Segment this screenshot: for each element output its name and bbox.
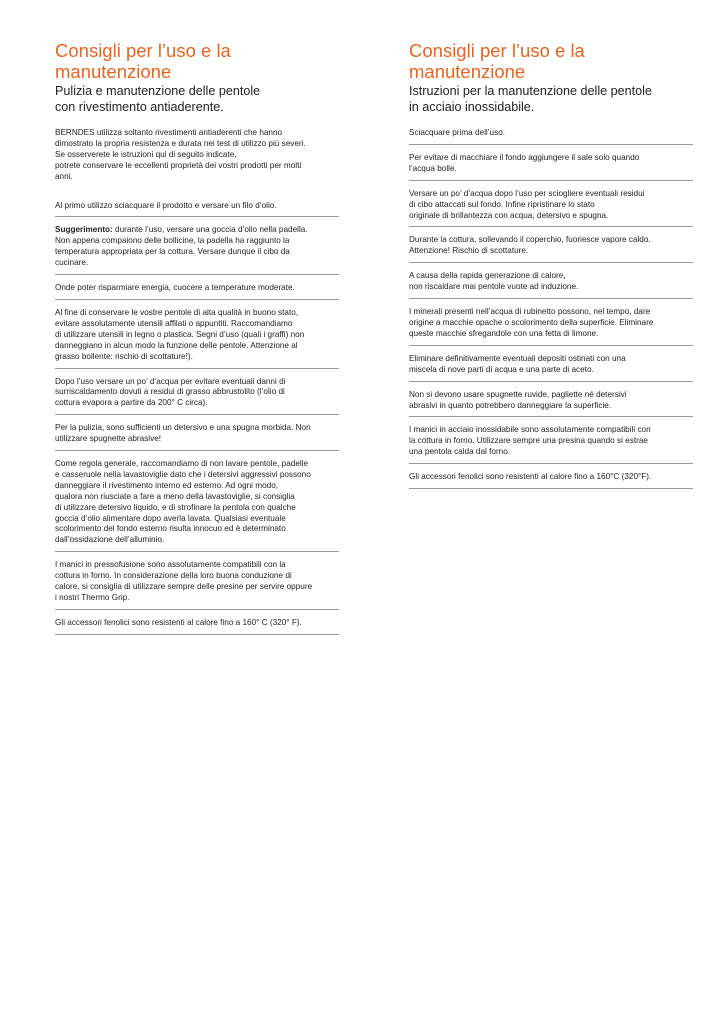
text-line: Eliminare definitivamente eventuali depositi ostinati con una [409, 353, 626, 363]
text-line: danneggiare il rivestimento interno ed esterno. Ad ogni modo, [55, 480, 279, 490]
text-line: di utilizzare detersivo liquido, e di strofinare la pentola con qualche [55, 502, 296, 512]
text-line: l’acqua bolle. [409, 163, 457, 173]
right-column [409, 40, 693, 494]
text-line: Sciacquare prima dell’uso. [409, 128, 506, 137]
tip-paragraph: Suggerimento: durante l’uso, versare una goccia d’olio nella padella. Non appena compaiono delle bollicine, la padella ha raggiunto la temperatura appropriata per la cottura. Versare dunque il cibo da cucinare. [55, 222, 339, 275]
text-line: Gli accessori fenolici sono resistenti al calore fino a 160° C (320° F). [55, 617, 302, 627]
left-subtitle: Pulizia e manutenzione delle pentole con rivestimento antiaderente. [55, 84, 261, 114]
right-title: Consigli per l’uso e la manutenzione [409, 40, 585, 82]
text-block [409, 304, 693, 346]
text-line: utilizzare spugnette abrasive! [55, 434, 162, 444]
text-line: calore, si consiglia di utilizzare sempre delle presine per servire oppure [55, 582, 313, 592]
first-use-paragraph: Al primo utilizzo sciacquare il prodotto e versare un filo d’olio. [55, 198, 339, 218]
text-line: una pentola calda dal forno. [409, 447, 511, 457]
text-block [409, 186, 693, 228]
text-line: e casseruole nella lavastoviglie dato che i detersivi aggressivi possono [55, 469, 311, 479]
text-block [55, 305, 339, 369]
text-line: I minerali presenti nell’acqua di rubinetto possono, nel tempo, dare [409, 307, 651, 317]
text-line: di utilizzare utensili in legno o plastica. Segni d’uso (quali i graffi) non [55, 329, 305, 339]
text-line: non riscaldare mai pentole vuote ad induzione. [409, 282, 579, 292]
text-block [409, 232, 693, 263]
text-block [409, 351, 693, 382]
text-line: Versare un po’ d’acqua dopo l’uso per sciogliere eventuali residui [409, 188, 645, 198]
text-line: Attenzione! Rischio di scottature. [409, 246, 529, 256]
text-line: queste macchie sfregandole con una fetta di limone. [409, 328, 599, 338]
text-line: I manici in pressofusione sono assolutamente compatibili con la [55, 560, 286, 570]
text-line: evitare assolutamente utensili affilati o appuntiti. Raccomandiamo [55, 318, 293, 328]
text-line: origine a macchie opache o scolorimento della superficie. Eliminare [409, 317, 654, 327]
left-column [55, 40, 339, 640]
text-line: la cottura in forno. Utilizzare sempre una presina quando si estrae [409, 436, 648, 446]
left-title: Consigli per l’uso e la manutenzione [55, 40, 231, 82]
text-line: Gli accessori fenolici sono resistenti al calore fino a 160°C (320°F). [409, 472, 652, 482]
text-block [55, 420, 339, 451]
text-line: goccia d’olio alimentare dopo averla lavata. Qualsiasi eventuale [55, 513, 286, 523]
text-block [55, 280, 339, 300]
right-blocks-list [409, 125, 693, 489]
text-line: Dopo l’uso versare un po’ d’acqua per evitare eventuali danni di [55, 376, 286, 386]
text-block [409, 387, 693, 418]
text-line: Al fine di conservare le vostre pentole di alta qualità in buono stato, [55, 307, 299, 317]
text-block [55, 456, 339, 552]
text-line: Durante la cottura, sollevando il coperchio, fuoriesce vapore caldo. [409, 235, 651, 245]
text-block [55, 374, 339, 416]
text-line: danneggiano in alcun modo la funzione delle pentole. Attenzione al [55, 340, 298, 350]
text-line: Per evitare di macchiare il fondo aggiungere il sale solo quando [409, 152, 640, 162]
text-line: Onde poter risparmiare energia, cuocere a temperature moderate. [55, 283, 295, 293]
text-line: Non si devono usare spugnette ruvide, pagliette né detersivi [409, 389, 627, 399]
text-line: grasso bollente: rischio di scottature!). [55, 351, 193, 361]
text-line: di cibo attaccati sul fondo. Infine ripristinare lo stato [409, 199, 595, 209]
text-line: miscela di nove parti di acqua e una parte di aceto. [409, 364, 594, 374]
text-line: i nostri Thermo Grip. [55, 593, 130, 602]
text-line: A causa della rapida generazione di calore, [409, 271, 566, 281]
text-line: cottura in forno. In considerazione della loro buona conduzione di [55, 571, 292, 581]
text-block [55, 557, 339, 610]
text-block [409, 268, 693, 299]
text-line: originale di brillantezza con acqua, detersivo e spugna. [409, 210, 609, 220]
text-block [409, 469, 693, 489]
text-block [409, 150, 693, 181]
text-line: Come regola generale, raccomandiamo di non lavare pentole, padelle [55, 459, 309, 469]
tip-label: Suggerimento: [55, 225, 113, 235]
right-subtitle: Istruzioni per la manutenzione delle pentole in acciaio inossidabile. [409, 84, 652, 114]
text-line: dall’ossidazione dell’alluminio. [55, 535, 165, 545]
text-line: Per la pulizia, sono sufficienti un detersivo e una spugna morbida. Non [55, 423, 311, 433]
text-line: I manici in acciaio inossidabile sono assolutamente compatibili con [409, 425, 651, 435]
intro-paragraph: BERNDES utilizza soltanto rivestimenti antiaderenti che hanno dimostrato la propria resistenza e durata nei test di utilizzo più severi. Se osserverete le istruzioni qui di seguito indicate, potrete conservare le eccellenti proprietà dei vostri prodotti per molti anni. [55, 128, 306, 181]
text-block [55, 615, 339, 635]
text-line: qualora non riusciate a fare a meno della lavastoviglie, si consiglia [55, 491, 295, 501]
text-line: surriscaldamento dovuti a residui di grasso abbrustolito (l’olio di [55, 387, 285, 397]
text-line: abrasivi in quanto potrebbero danneggiare la superficie. [409, 400, 612, 410]
text-block [409, 125, 693, 145]
left-blocks-list [55, 280, 339, 635]
text-line: cottura evapora a partire da 200° C circa). [55, 398, 208, 408]
text-block [409, 422, 693, 464]
text-line: scolorimento del fondo esterno risulta innocuo ed è determinato [55, 524, 286, 534]
